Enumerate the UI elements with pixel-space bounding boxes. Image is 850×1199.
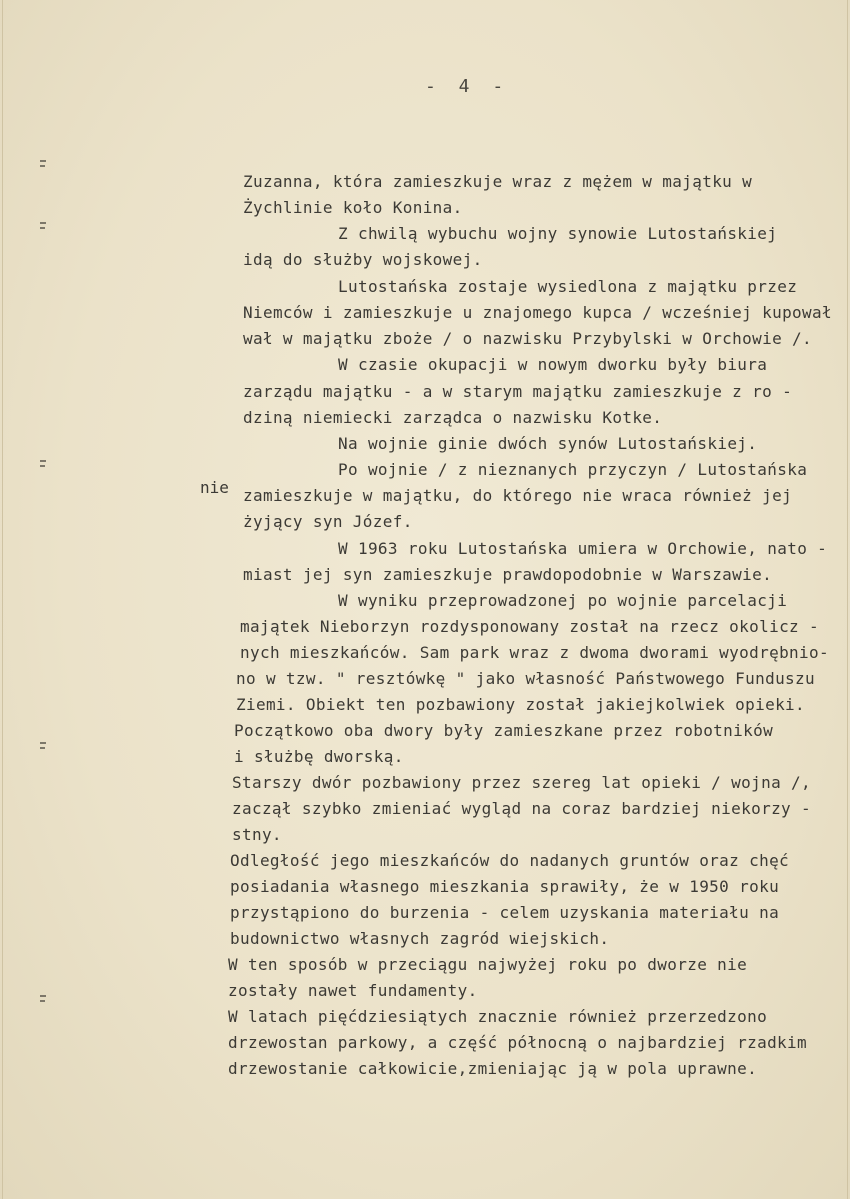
text-line: W ten sposób w przeciągu najwyżej roku po dworze nie [228, 955, 748, 974]
binding-hole-mark [40, 742, 46, 744]
text-line: Niemców i zamieszkuje u znajomego kupca / wcześniej kupował [243, 303, 832, 322]
text-line: zarządu majątku - a w starym majątku zamieszkuje z ro - [243, 382, 793, 401]
text-line: W latach pięćdziesiątych znacznie również przerzedzono [228, 1007, 768, 1026]
text-line: W wyniku przeprowadzonej po wojnie parcelacji [338, 591, 788, 610]
text-line: Po wojnie / z nieznanych przyczyn / Lutostańska [338, 460, 808, 479]
text-line: idą do służby wojskowej. [243, 250, 483, 269]
text-line: Ziemi. Obiekt ten pozbawiony został jakiejkolwiek opieki. [236, 695, 806, 714]
margin-note: nie [200, 478, 229, 497]
text-line: stny. [232, 825, 282, 844]
text-line: dziną niemiecki zarządca o nazwisku Kotke. [243, 408, 663, 427]
text-line: przystąpiono do burzenia - celem uzyskania materiału na [230, 903, 780, 922]
text-line: zostały nawet fundamenty. [228, 981, 478, 1000]
text-line: W czasie okupacji w nowym dworku były biura [338, 355, 768, 374]
text-line: Lutostańska zostaje wysiedlona z majątku przez [338, 277, 798, 296]
text-line: Odległość jego mieszkańców do nadanych gruntów oraz chęć [230, 851, 790, 870]
text-line: wał w majątku zboże / o nazwisku Przybylski w Orchowie /. [243, 329, 813, 348]
text-line: budownictwo własnych zagród wiejskich. [230, 929, 610, 948]
binding-hole-mark [40, 460, 46, 462]
text-line: żyjący syn Józef. [243, 512, 413, 531]
text-line: posiadania własnego mieszkania sprawiły, że w 1950 roku [230, 877, 780, 896]
text-line: majątek Nieborzyn rozdysponowany został na rzecz okolicz - [240, 617, 820, 636]
page-number: - 4 - [425, 76, 510, 97]
page-edge-right [847, 0, 848, 1199]
text-line: drzewostan parkowy, a część północną o najbardziej rzadkim [228, 1033, 808, 1052]
binding-hole-mark [40, 995, 46, 997]
text-line: no w tzw. " resztówkę " jako własność Państwowego Funduszu [236, 669, 816, 688]
text-line: Z chwilą wybuchu wojny synowie Lutostańskiej [338, 224, 778, 243]
text-line: Zuzanna, która zamieszkuje wraz z mężem w majątku w [243, 172, 753, 191]
text-line: zamieszkuje w majątku, do którego nie wraca również jej [243, 486, 793, 505]
page-edge-left [2, 0, 3, 1199]
text-line: W 1963 roku Lutostańska umiera w Orchowie, nato - [338, 539, 828, 558]
text-line: Początkowo oba dwory były zamieszkane przez robotników [234, 721, 774, 740]
text-line: Starszy dwór pozbawiony przez szereg lat opieki / wojna /, [232, 773, 812, 792]
text-line: nych mieszkańców. Sam park wraz z dwoma dworami wyodrębnio- [240, 643, 829, 662]
text-line: i służbę dworską. [234, 747, 404, 766]
text-line: Na wojnie ginie dwóch synów Lutostańskiej. [338, 434, 758, 453]
text-line: Żychlinie koło Konina. [243, 198, 463, 217]
text-line: zaczął szybko zmieniać wygląd na coraz bardziej niekorzy - [232, 799, 812, 818]
text-line: drzewostanie całkowicie,zmieniając ją w pola uprawne. [228, 1059, 758, 1078]
binding-hole-mark [40, 222, 46, 224]
binding-hole-mark [40, 160, 46, 162]
text-line: miast jej syn zamieszkuje prawdopodobnie w Warszawie. [243, 565, 773, 584]
